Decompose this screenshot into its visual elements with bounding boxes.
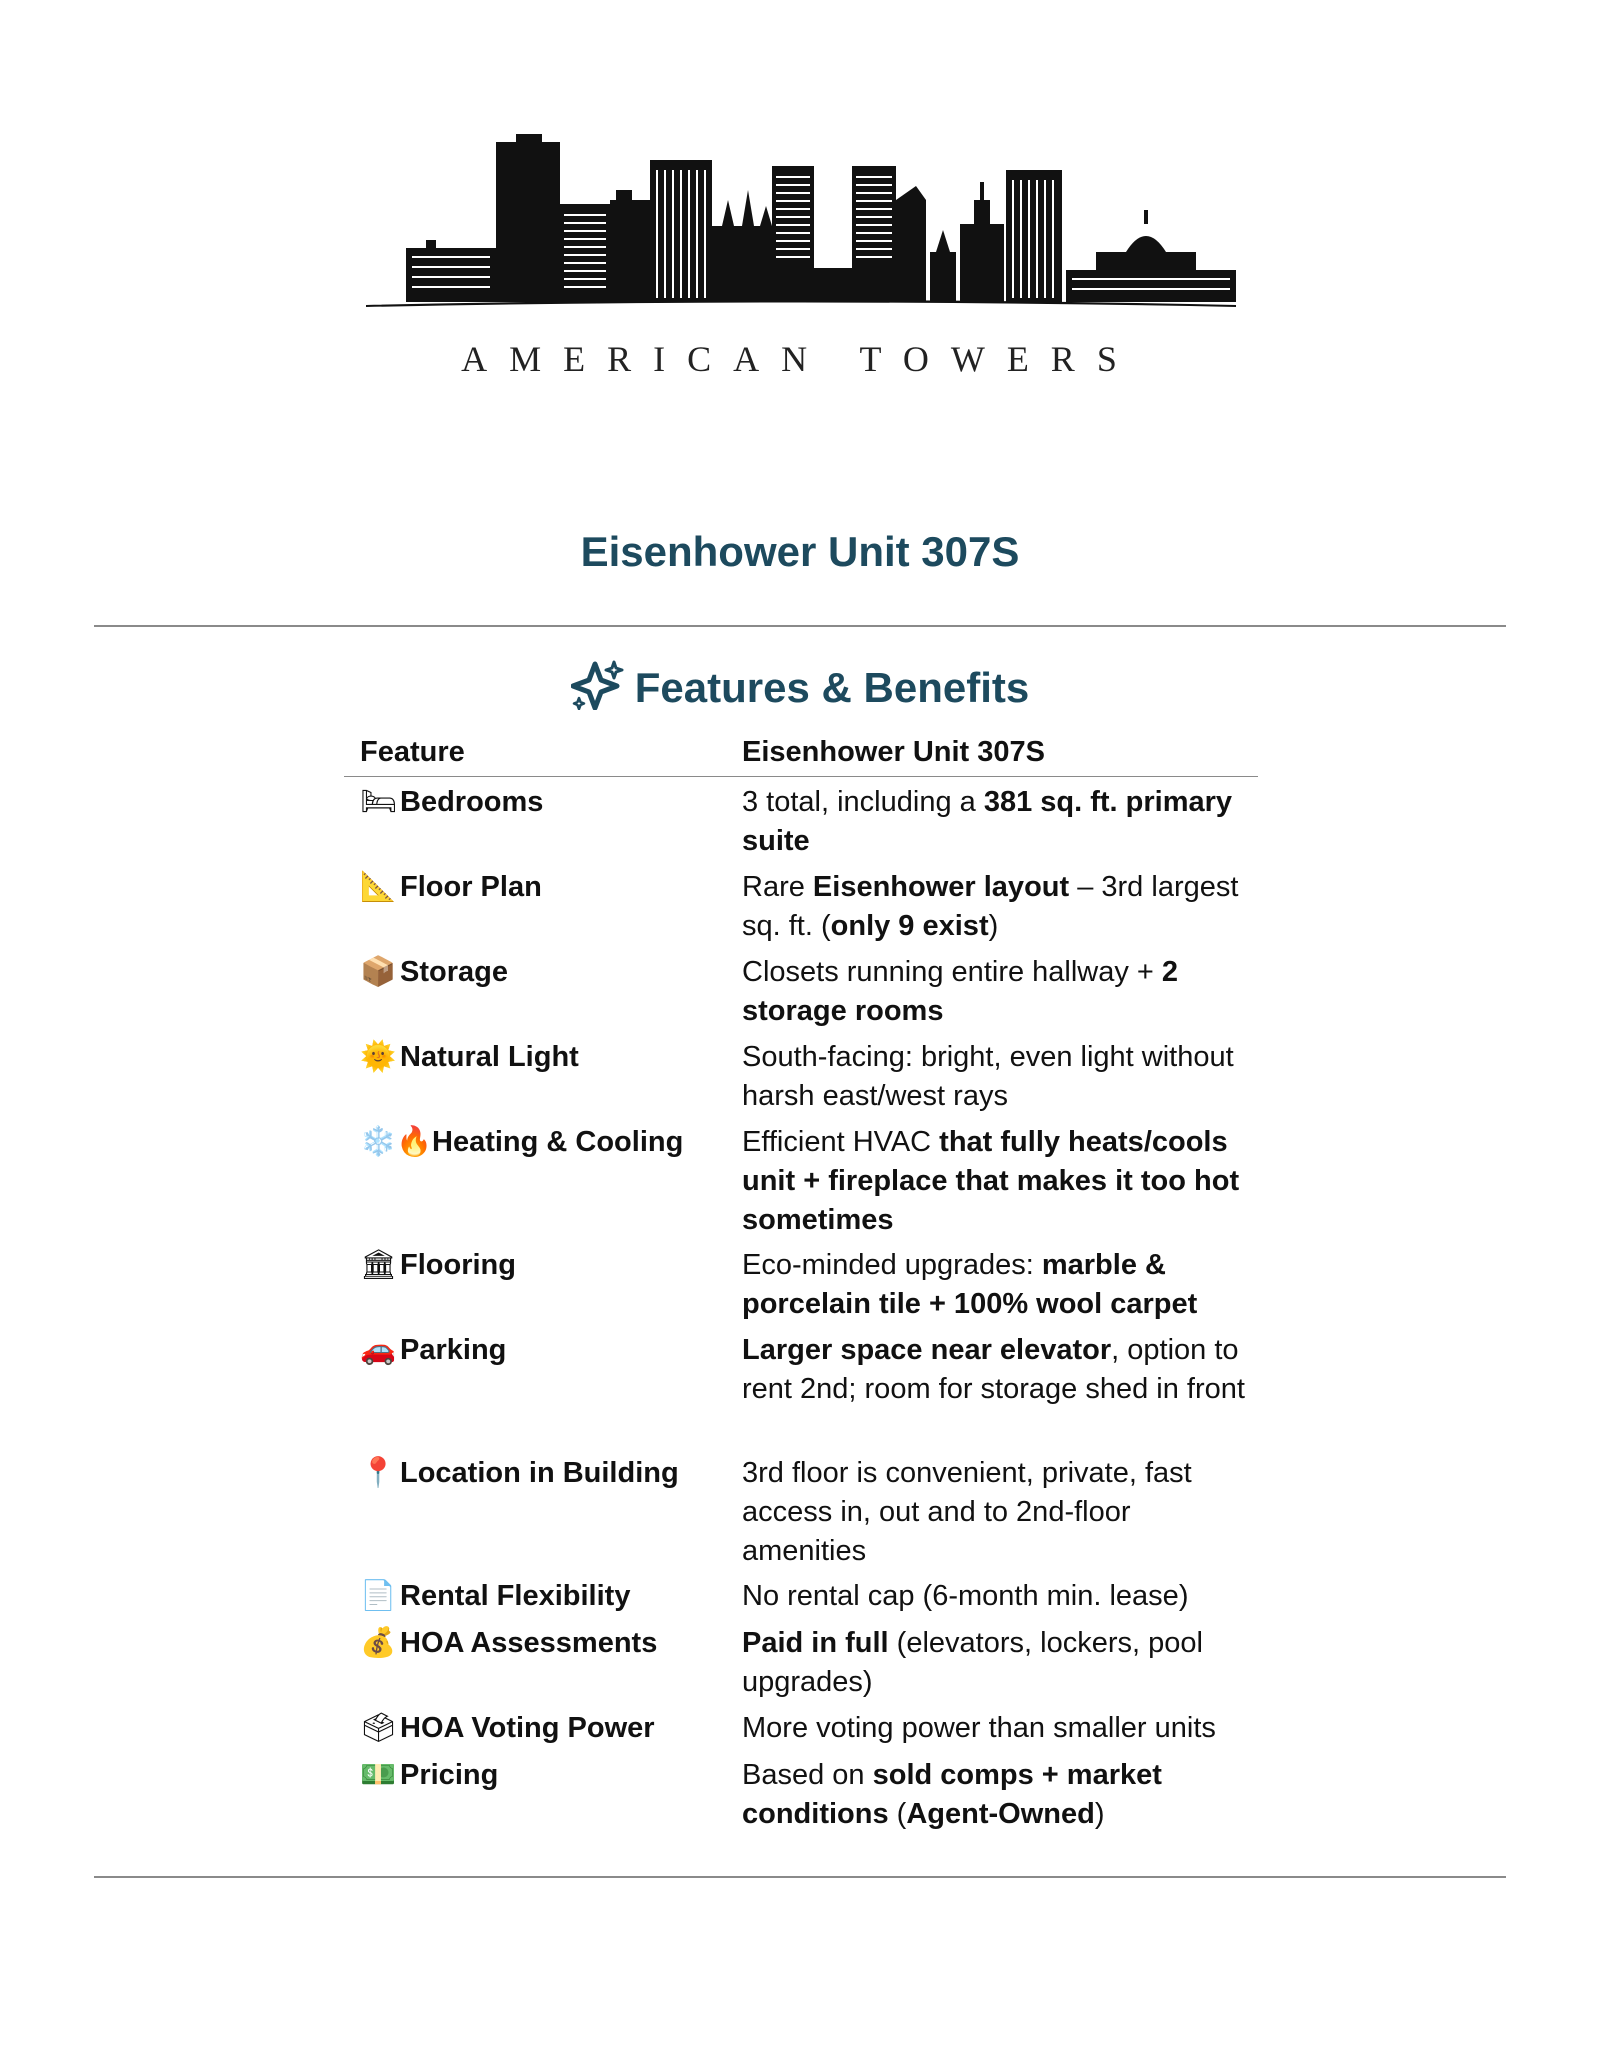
feature-name xyxy=(360,1331,730,1370)
feature-description: South-facing: bright, even light without harsh east/west rays xyxy=(742,1041,1234,1112)
feature-label: Heating & Cooling xyxy=(432,1126,684,1158)
column-header-feature: Feature xyxy=(360,736,465,768)
car-icon: 🚗 xyxy=(360,1334,397,1366)
feature-label: HOA Voting Power xyxy=(400,1712,655,1744)
box-icon: 📦 xyxy=(360,956,397,988)
feature-name xyxy=(360,1624,730,1663)
feature-label: Pricing xyxy=(400,1759,499,1791)
feature-description: No rental cap (6-month min. lease) xyxy=(742,1580,1189,1612)
sun-icon: 🌞 xyxy=(360,1041,397,1073)
section-heading-text: Features & Benefits xyxy=(634,664,1030,711)
classical-building-icon: 🏛 xyxy=(360,1249,397,1281)
money-bag-icon: 💰 xyxy=(360,1627,397,1659)
feature-description: Eco-minded upgrades: marble & porcelain tile + 100% wool carpet xyxy=(742,1249,1198,1320)
american-towers-skyline-logo xyxy=(366,130,1236,310)
pushpin-icon: 📍 xyxy=(360,1457,397,1489)
feature-label: HOA Assessments xyxy=(400,1627,658,1659)
feature-label: Storage xyxy=(400,956,508,988)
snowflake-fire-icon: ❄️🔥 xyxy=(360,1126,433,1158)
brand-name: AMERICAN TOWERS xyxy=(461,339,1139,379)
feature-name xyxy=(360,953,730,992)
feature-description: Efficient HVAC that fully heats/cools unit + fireplace that makes it too hot sometimes xyxy=(742,1126,1240,1236)
feature-label: Floor Plan xyxy=(400,871,542,903)
feature-description: Paid in full (elevators, lockers, pool upgrades) xyxy=(742,1627,1203,1698)
bottom-divider xyxy=(94,1876,1506,1878)
feature-label: Bedrooms xyxy=(400,786,544,818)
feature-description: 3 total, including a 381 sq. ft. primary suite xyxy=(742,786,1233,857)
feature-name xyxy=(360,1038,730,1077)
page-title: Eisenhower Unit 307S xyxy=(580,528,1020,575)
section-heading xyxy=(0,660,1600,720)
feature-description: 3rd floor is convenient, private, fast access in, out and to 2nd-floor amenities xyxy=(742,1457,1192,1567)
table-header xyxy=(344,734,1258,777)
feature-label: Natural Light xyxy=(400,1041,579,1073)
document-icon: 📄 xyxy=(360,1580,397,1612)
bed-icon: 🛏 xyxy=(360,786,397,818)
feature-label: Parking xyxy=(400,1334,507,1366)
column-header-unit: Eisenhower Unit 307S xyxy=(742,736,1045,768)
sparkle-icon xyxy=(571,660,625,720)
feature-name xyxy=(360,1246,730,1285)
feature-name xyxy=(360,1577,730,1616)
feature-description: Closets running entire hallway + 2 storage rooms xyxy=(742,956,1179,1027)
feature-name xyxy=(360,1123,730,1162)
feature-name xyxy=(360,1454,730,1493)
dollar-bill-icon: 💵 xyxy=(360,1759,397,1791)
feature-description: Larger space near elevator, option to rent 2nd; room for storage shed in front xyxy=(742,1334,1245,1405)
top-divider xyxy=(94,625,1506,627)
feature-label: Location in Building xyxy=(400,1457,679,1489)
ballot-box-icon: 🗳 xyxy=(360,1712,397,1744)
feature-name xyxy=(360,1709,730,1748)
feature-name xyxy=(360,783,730,822)
triangular-ruler-icon: 📐 xyxy=(360,871,397,903)
feature-name xyxy=(360,1756,730,1795)
feature-description: More voting power than smaller units xyxy=(742,1712,1216,1744)
feature-label: Rental Flexibility xyxy=(400,1580,631,1612)
feature-name xyxy=(360,868,730,907)
feature-description: Rare Eisenhower layout – 3rd largest sq. ft. (only 9 exist) xyxy=(742,871,1239,942)
feature-label: Flooring xyxy=(400,1249,516,1281)
feature-description: Based on sold comps + market conditions (Agent-Owned) xyxy=(742,1759,1162,1830)
